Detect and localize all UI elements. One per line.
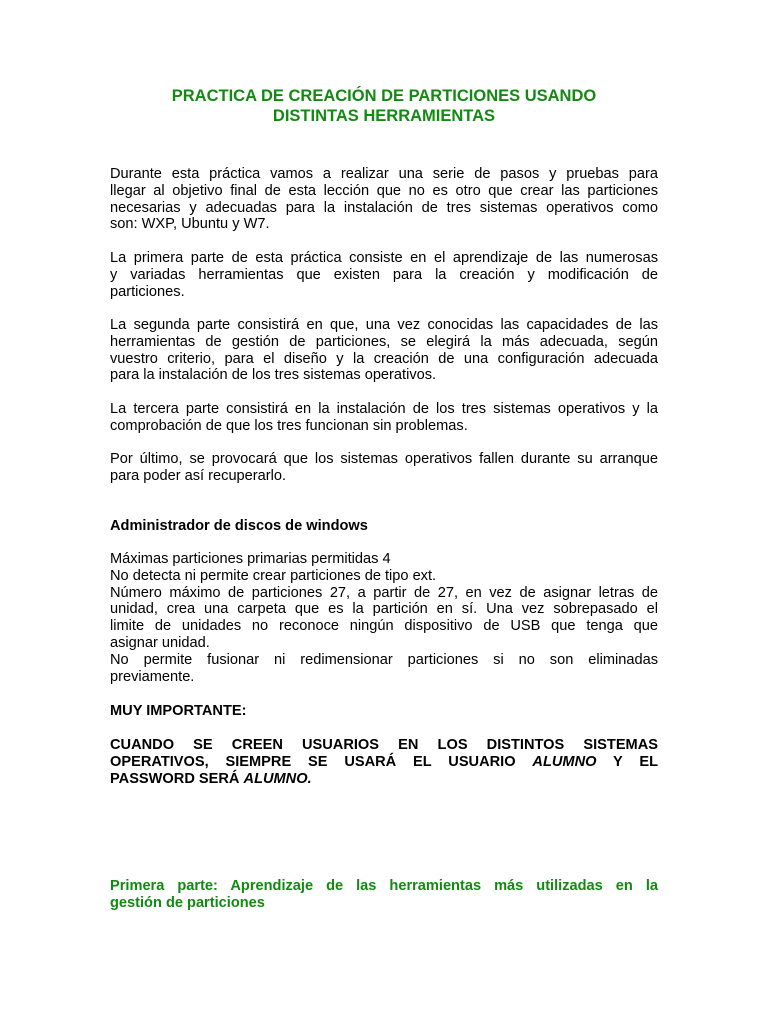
text-line: La primera parte de esta práctica consiste en el aprendizaje de las numerosas [110,250,658,266]
text-line: Durante esta práctica vamos a realizar una serie de pasos y pruebas para [110,166,658,182]
text-line: No detecta ni permite crear particiones de tipo ext. [110,567,437,584]
text-line: particiones. [110,283,185,300]
text-line: gestión de particiones [110,895,265,911]
intro-paragraph [110,166,658,233]
text-line: CUANDO SE CREEN USUARIOS EN LOS DISTINTOS SISTEMAS [110,737,658,753]
admin-heading: Administrador de discos de windows [110,518,368,534]
text-line: La segunda parte consistirá en que, una vez conocidas las capacidades de las [110,317,658,333]
document-title [110,86,658,126]
emphasis-password: ALUMNO. [243,771,312,787]
text-line: llegar al objetivo final de esta lección que no es otro que crear las particiones [110,182,658,199]
important-paragraph [110,737,658,788]
text-fragment: PASSWORD SERÁ [110,771,244,787]
section-heading [110,878,658,912]
text-line: y variadas herramientas que existen para la creación y modificación de [110,266,658,283]
text-line: unidad, crea una carpeta que es la partición en sí. Una vez sobrepasado el [110,601,658,618]
text-fragment: Y EL [596,754,658,770]
text-line: Máximas particiones primarias permitidas 4 [110,551,391,567]
text-line: asignar unidad. [110,634,210,651]
part1-paragraph [110,250,658,300]
title-line: PRACTICA DE CREACIÓN DE PARTICIONES USANDO [171,87,597,105]
text-line: limite de unidades no reconoce ningún dispositivo de USB que tenga que [110,618,658,635]
text-line: Por último, se provocará que los sistemas operativos fallen durante su arranque [110,451,658,467]
text-line: vuestro criterio, para el diseño y la creación de una configuración adecuada [110,350,658,367]
admin-paragraph [110,551,658,685]
text-line [110,754,658,771]
text-line: Primera parte: Aprendizaje de las herramientas más utilizadas en la [110,878,658,894]
text-line: necesarias y adecuadas para la instalación de tres sistemas operativos como [110,199,658,216]
text-fragment: OPERATIVOS, SIEMPRE SE USARÁ EL USUARIO [110,754,533,770]
text-line: La tercera parte consistirá en la instalación de los tres sistemas operativos y la [110,401,658,417]
important-heading: MUY IMPORTANTE: [110,703,247,719]
text-line: son: WXP, Ubuntu y W7. [110,216,270,233]
emphasis-username: ALUMNO [532,754,597,770]
text-line: No permite fusionar ni redimensionar particiones si no son eliminadas [110,651,658,668]
title-line: DISTINTAS HERRAMIENTAS [272,107,496,125]
text-line: previamente. [110,668,195,685]
part3-paragraph [110,401,658,435]
final-paragraph [110,451,658,485]
text-line [110,771,658,788]
text-line: Número máximo de particiones 27, a partir de 27, en vez de asignar letras de [110,584,658,601]
text-line: herramientas de gestión de particiones, se elegirá la más adecuada, según [110,333,658,350]
text-line: comprobación de que los tres funcionan sin problemas. [110,417,468,434]
text-line: para poder así recuperarlo. [110,467,287,484]
part2-paragraph [110,317,658,384]
text-line: para la instalación de los tres sistemas operativos. [110,367,437,384]
